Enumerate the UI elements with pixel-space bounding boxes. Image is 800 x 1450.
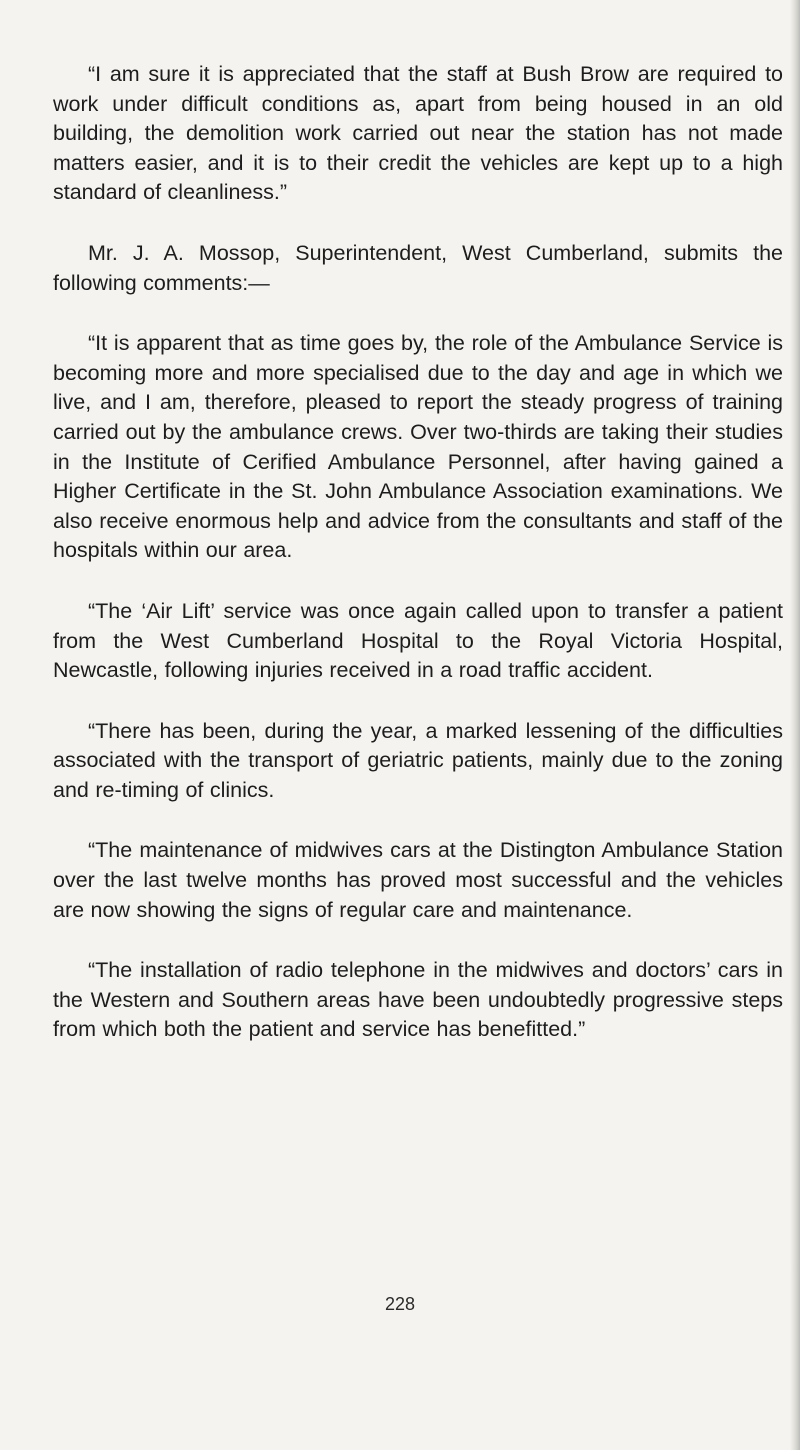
page-edge-shadow [790,0,800,1450]
paragraph-midwives-cars: “The maintenance of midwives cars at the Distington Ambulance Station over the last twelve months has proved most successful and the vehicles are now showing the signs of regular care and maintenance. [53,838,783,922]
paragraph-bush-brow-quote: “I am sure it is appreciated that the staff at Bush Brow are required to work under difficult conditions as, apart from being housed in an old building, the demolition work carried out near the station has not made matters easier, and it is to their credit the vehicles are kept up to a high standard of cleanliness.” [53,62,783,205]
paragraph-radio-telephone: “The installation of radio telephone in the midwives and doctors’ cars in the Western and Southern areas have been undoubtedly progressive steps from which both the patient and service has benefitted.” [53,958,783,1042]
paragraph-geriatric-transport: “There has been, during the year, a marked lessening of the difficulties associated with the transport of geriatric patients, mainly due to the zoning and re-timing of clinics. [53,718,783,802]
paragraph-air-lift: “The ‘Air Lift’ service was once again called upon to transfer a patient from the West Cumberland Hospital to the Royal Victoria Hospital, Newcastle, following injuries received in a road traffic accident. [53,598,783,683]
paragraph-mossop-intro: Mr. J. A. Mossop, Superintendent, West Cumberland, submits the following comments:— [53,240,783,295]
body-text [53,60,783,1076]
page-number: 228 [384,1294,416,1314]
paragraph-training-progress: “It is apparent that as time goes by, the role of the Ambulance Service is becoming more and more specialised due to the day and age in which we live, and I am, therefore, pleased to report the steady progress of training carried out by the ambulance crews. Over two-thirds are taking their studies in the Institute of Cerified Ambulance Personnel, after having gained a Higher Certificate in the St. John Ambulance Association examinations. We also receive enormous help and advice from the consultants and staff of the hospitals within our area. [53,331,783,563]
